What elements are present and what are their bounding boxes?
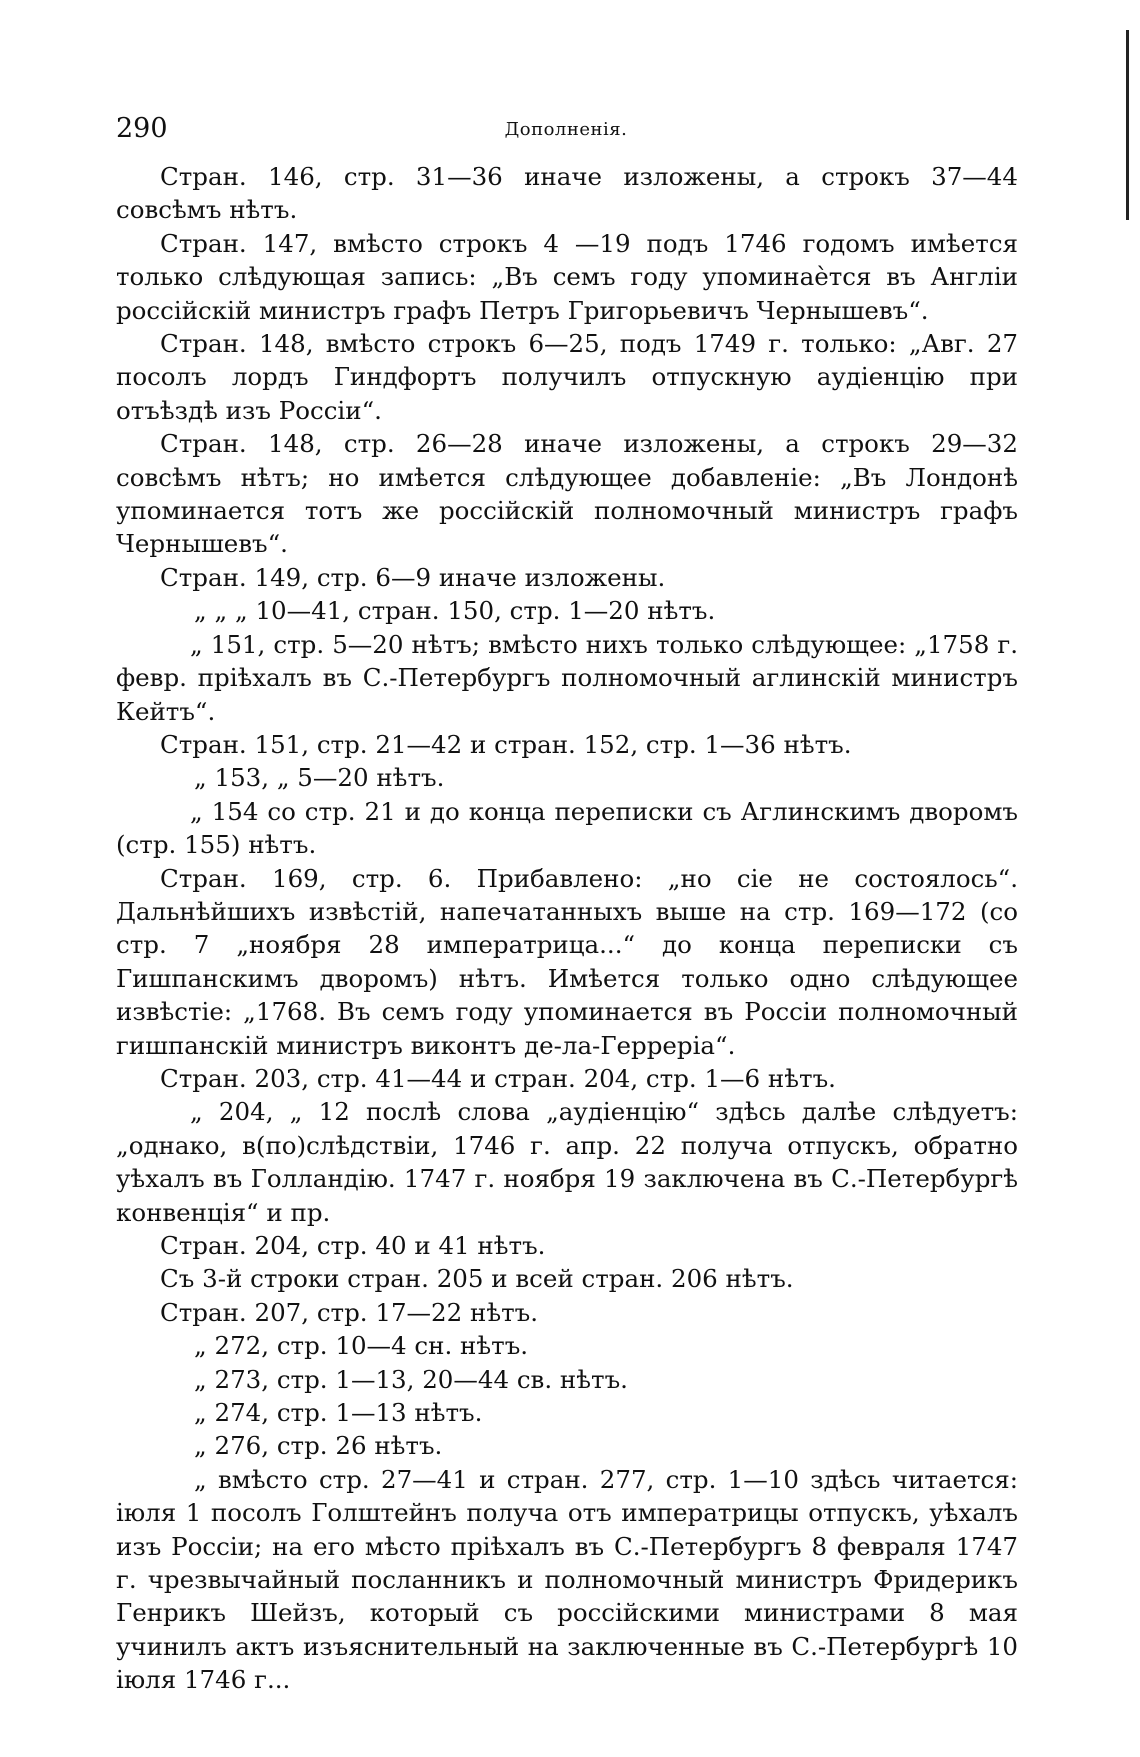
paragraph: Стран. 149, стр. 6—9 иначе изложены. <box>160 562 666 592</box>
paragraph: Съ 3-й строки стран. 205 и всей стран. 206 нѣтъ. <box>160 1264 794 1294</box>
page-header <box>116 112 1016 146</box>
paragraph: „ 272, стр. 10—4 сн. нѣтъ. <box>194 1331 529 1361</box>
paragraph: Стран. 151, стр. 21—42 и стран. 152, стр. 1—36 нѣтъ. <box>160 729 852 759</box>
paragraph: Стран. 203, стр. 41—44 и стран. 204, стр. 1—6 нѣтъ. <box>160 1063 836 1093</box>
paragraph: Стран. 207, стр. 17—22 нѣтъ. <box>160 1297 539 1327</box>
paragraph: „ 276, стр. 26 нѣтъ. <box>194 1431 443 1461</box>
paragraph: Стран. 147, вмѣсто строкъ 4 —19 подъ 1746 годомъ имѣется только слѣдующая запись: „Въ семъ году упоминаѐтся въ Англіи россійскій министръ графъ Петръ Григорьевичъ Чернышевъ“. <box>116 228 1018 325</box>
paragraph: „ вмѣсто стр. 27—41 и стран. 277, стр. 1—10 здѣсь читается: іюля 1 посолъ Голштейнъ получа отъ императрицы отпускъ, уѣхалъ изъ Россіи; на его мѣсто пріѣхалъ въ С.-Петербургъ 8 февраля 1747 г. чрезвычайный посланникъ и полномочный министръ Фридерикъ Генрикъ Шейзъ, который съ россійскими министрами 8 мая учинилъ актъ изъяснительный на заключенные въ С.-Петербургѣ 10 іюля 1746 г... <box>116 1464 1018 1695</box>
scan-edge-line <box>1126 30 1129 220</box>
paragraph: „ 204, „ 12 послѣ слова „аудіенцію“ здѣсь далѣе слѣдуетъ: „однако, в(по)слѣдствіи, 1746 г. апр. 22 получа отпускъ, обратно уѣхалъ въ Голландію. 1747 г. ноября 19 заключена въ С.-Петербургѣ конвенція“ и пр. <box>116 1097 1018 1227</box>
page-number: 290 <box>116 113 168 144</box>
paragraph: Стран. 146, стр. 31—36 иначе изложены, а строкъ 37—44 совсѣмъ нѣтъ. <box>116 162 1018 225</box>
paragraph: Стран. 204, стр. 40 и 41 нѣтъ. <box>160 1231 546 1260</box>
paragraph: „ 151, стр. 5—20 нѣтъ; вмѣсто нихъ только слѣдующее: „1758 г. февр. пріѣхалъ въ С.-Петербургъ полномочный аглинскій министръ Кейтъ“. <box>116 629 1018 726</box>
paragraph: Стран. 148, вмѣсто строкъ 6—25, подъ 1749 г. только: „Авг. 27 посолъ лордъ Гиндфортъ получилъ отпускную аудіенцію при отъѣздѣ изъ Россіи“. <box>116 329 1018 425</box>
paragraph: Стран. 148, стр. 26—28 иначе изложены, а строкъ 29—32 совсѣмъ нѣтъ; но имѣется слѣдующее добавленіе: „Въ Лондонѣ упоминается тотъ же россійскій полномочный министръ графъ Чернышевъ“. <box>116 429 1018 559</box>
page-body <box>116 160 1018 1697</box>
paragraph: „ 273, стр. 1—13, 20—44 св. нѣтъ. <box>194 1364 628 1394</box>
paragraph: „ 154 со стр. 21 и до конца переписки съ Аглинскимъ дворомъ (стр. 155) нѣтъ. <box>116 796 1018 860</box>
paragraph: „ „ „ 10—41, стран. 150, стр. 1—20 нѣтъ. <box>194 596 716 626</box>
paragraph: Стран. 169, стр. 6. Прибавлено: „но сіе не состоялось“. Дальнѣйшихъ извѣстій, напечатанныхъ выше на стр. 169—172 (со стр. 7 „ноября 28 императрица...“ до конца переписки съ Гишпанскимъ дворомъ) нѣтъ. Имѣется только одно слѣдующее извѣстіе: „1768. Въ семъ году упоминается въ Россіи полномочный гишпанскій министръ виконтъ де-ла-Герреріа“. <box>116 863 1018 1060</box>
paragraph: „ 153, „ 5—20 нѣтъ. <box>194 763 445 793</box>
paragraph: „ 274, стр. 1—13 нѣтъ. <box>194 1398 483 1428</box>
running-title: Дополненія. <box>504 119 628 140</box>
